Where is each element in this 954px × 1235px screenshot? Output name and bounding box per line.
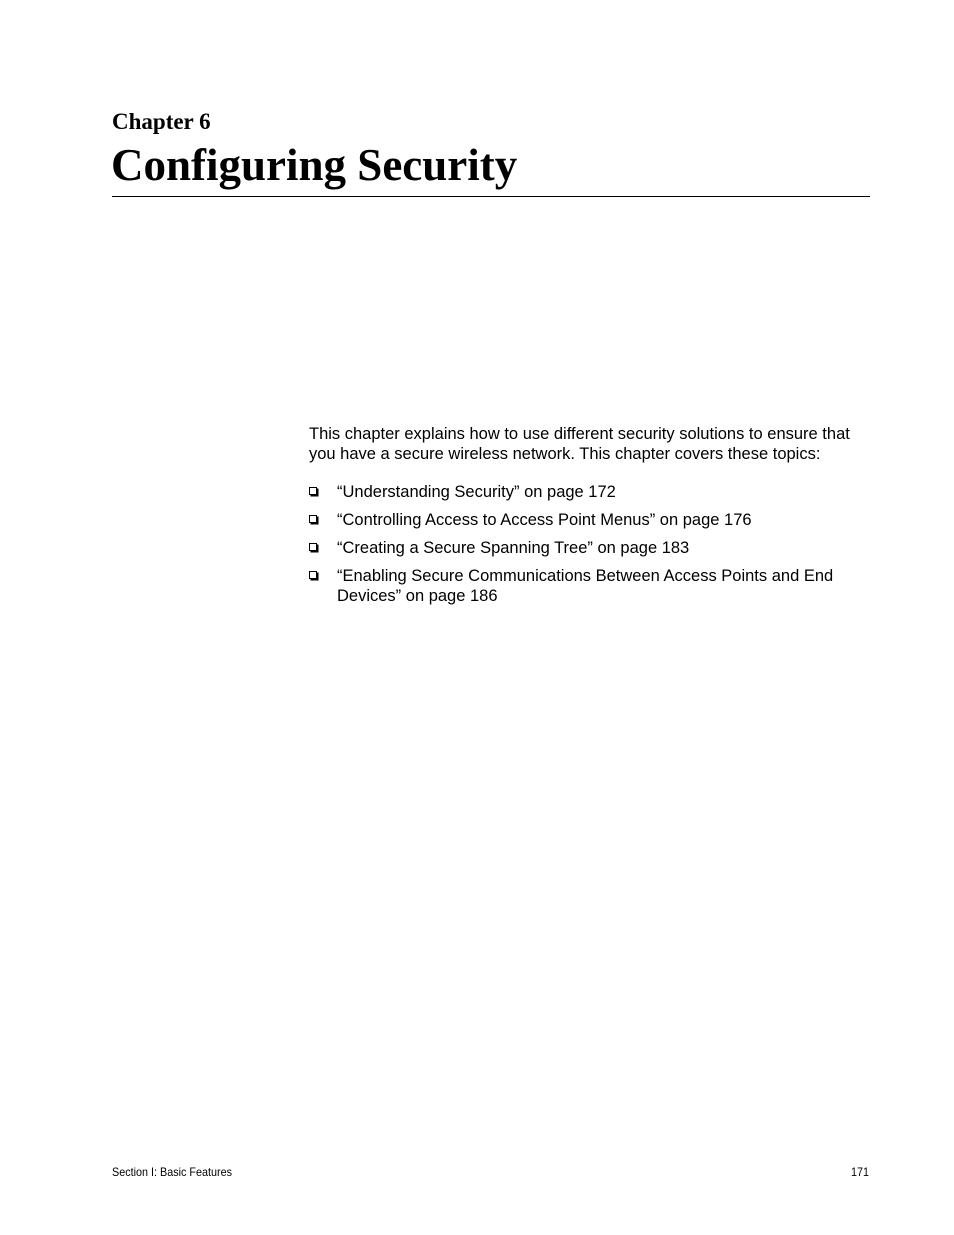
footer-section-name: Section I: Basic Features [112,1165,233,1179]
topic-link-text[interactable]: “Creating a Secure Spanning Tree” on page 183 [337,539,690,557]
footer-page-number: 171 [850,1165,869,1179]
chapter-number: Chapter 6 [112,109,211,134]
checkbox-bullet-icon [309,487,317,495]
checkbox-bullet-icon [309,543,317,551]
list-item [309,538,875,558]
topic-link-text[interactable]: “Understanding Security” on page 172 [337,483,616,501]
checkbox-bullet-icon [309,571,317,579]
chapter-title: Configuring Security [111,140,518,190]
topic-link-text[interactable]: “Enabling Secure Communications Between Access Points and End Devices” on page 186 [337,567,834,605]
list-item [309,482,875,502]
topic-list [309,482,875,614]
title-divider [112,196,870,197]
list-item [309,510,875,530]
list-item [309,566,875,606]
intro-paragraph: This chapter explains how to use different security solutions to ensure that you have a secure wireless network. This chapter covers these topics: [309,425,850,463]
topic-link-text[interactable]: “Controlling Access to Access Point Menus” on page 176 [337,511,752,529]
checkbox-bullet-icon [309,515,317,523]
